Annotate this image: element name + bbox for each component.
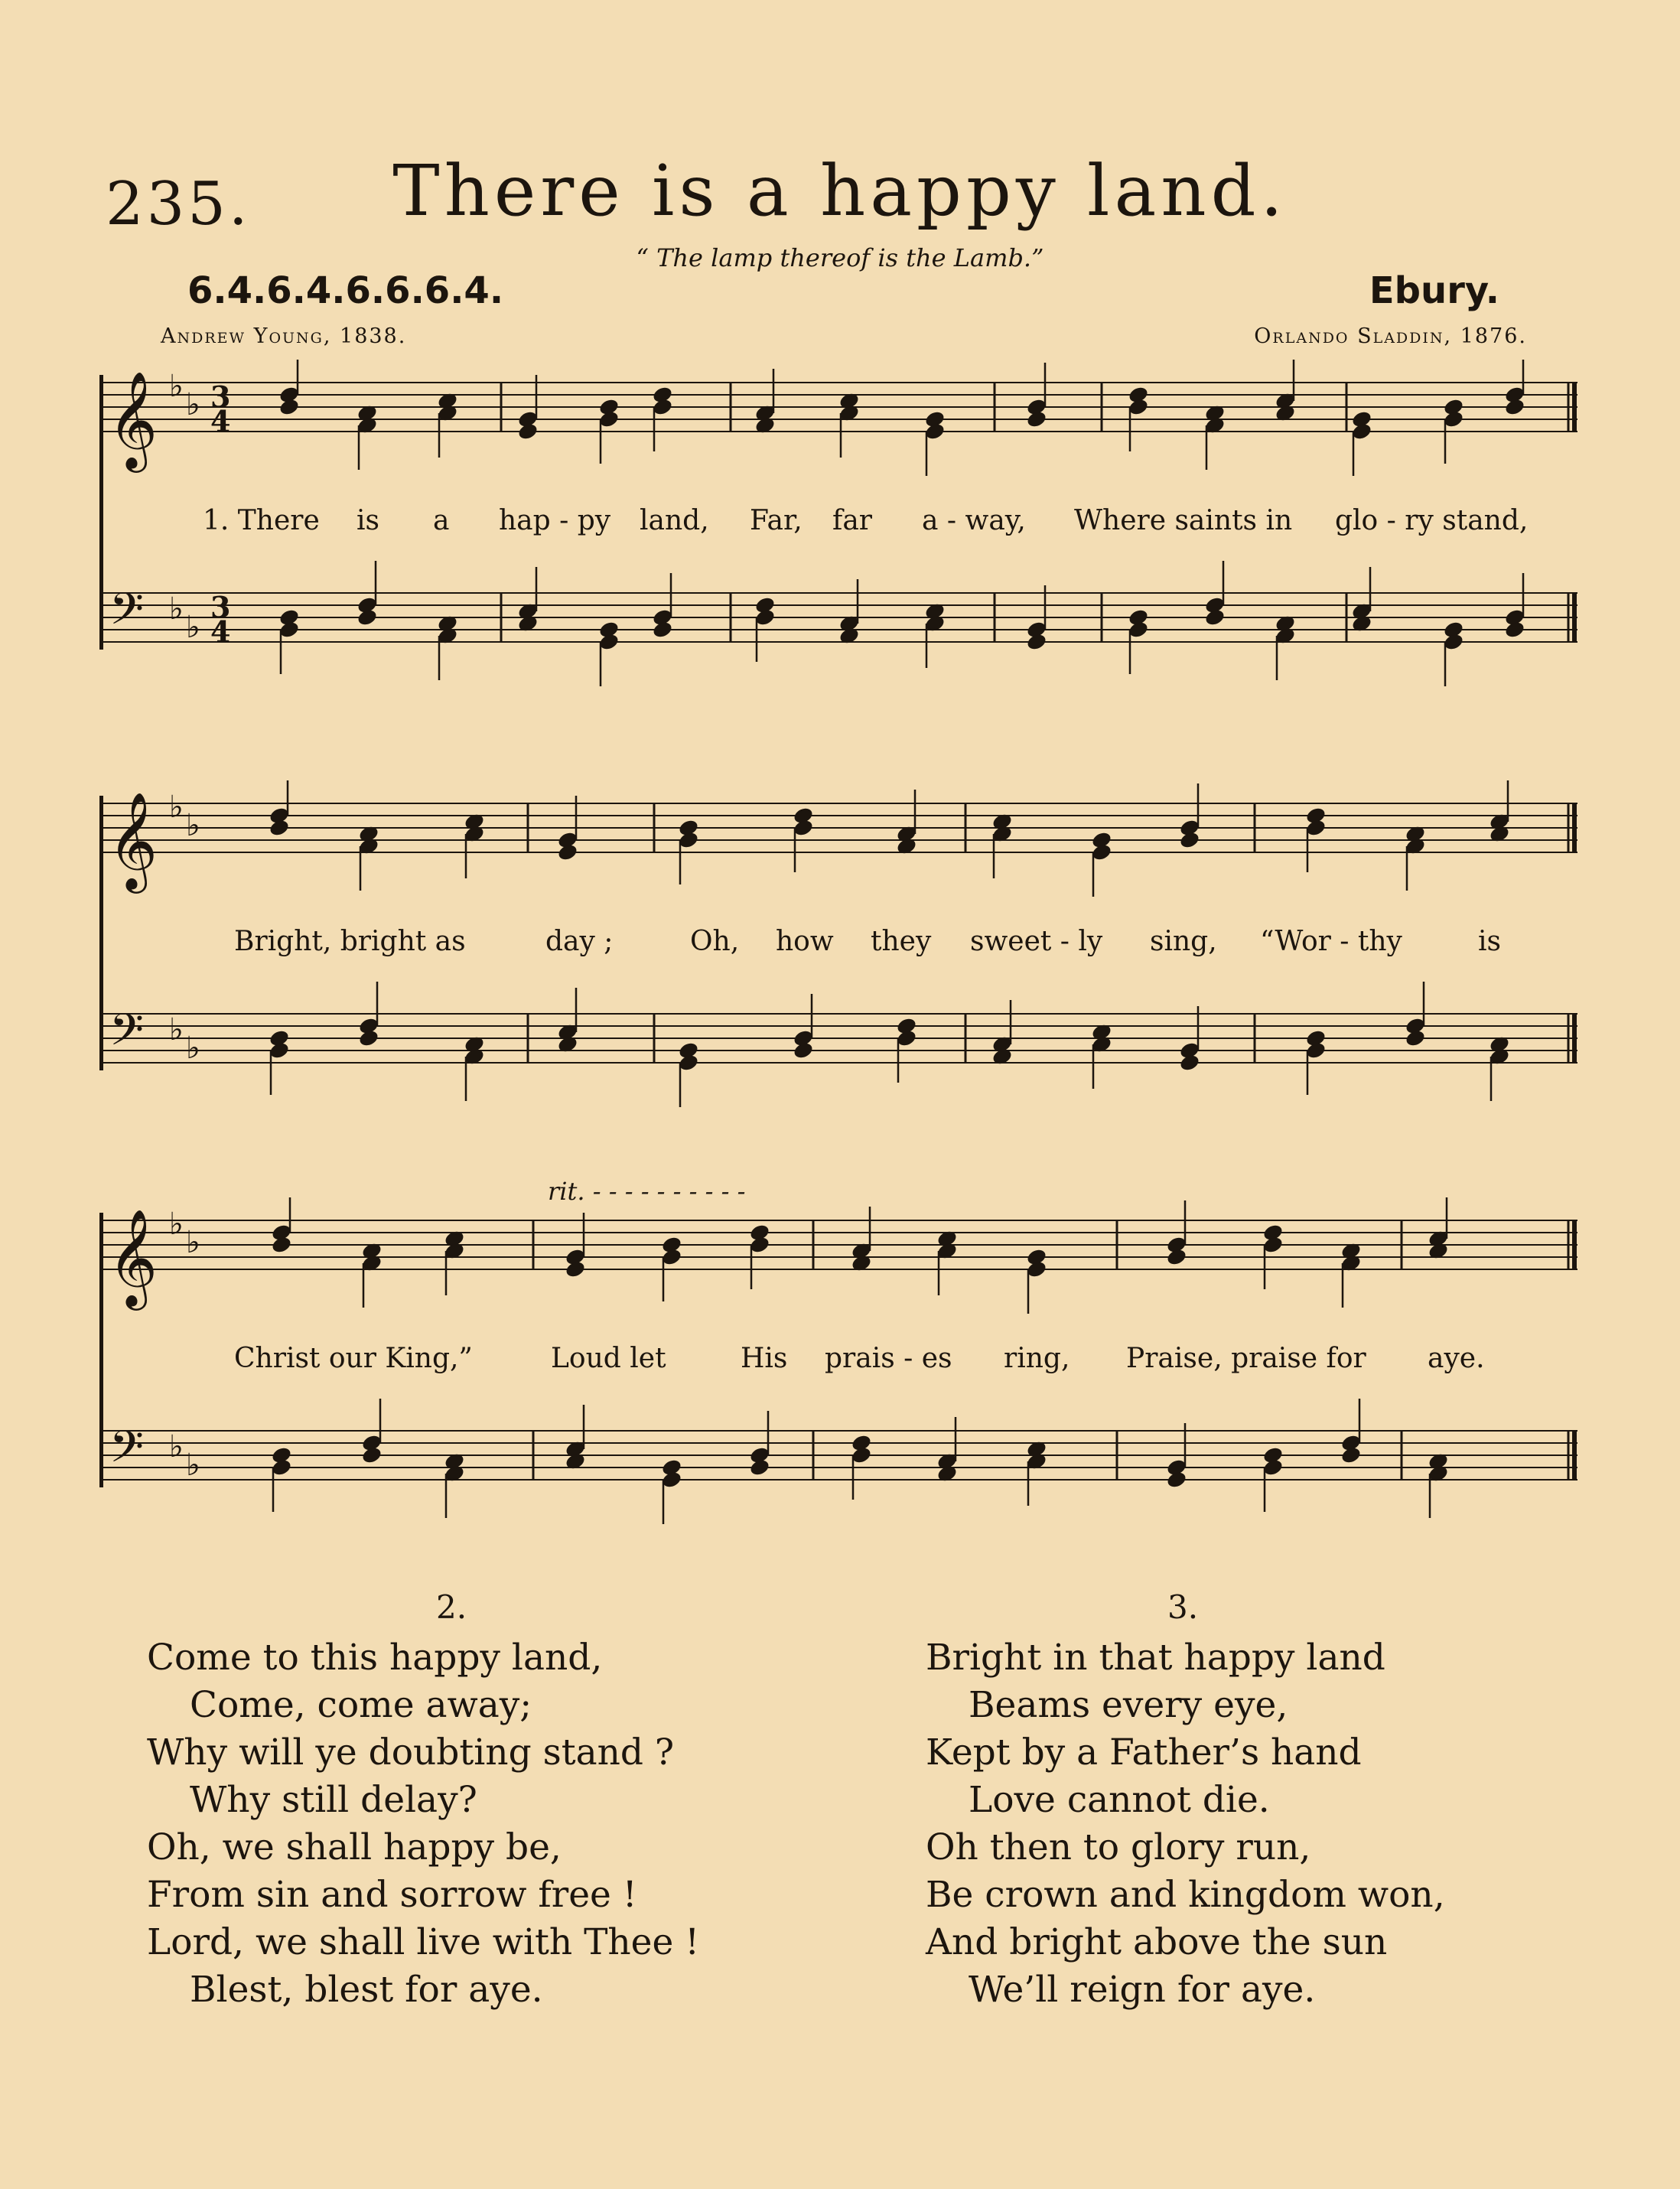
ritardando-marking: rit. - - - - - - - - - -: [548, 1177, 746, 1206]
meter: 6.4.6.4.6.6.6.4.: [187, 269, 504, 312]
time-signature-bottom: 4: [210, 614, 231, 649]
verse-line: We’ll reign for aye.: [969, 1969, 1316, 2011]
music-system-1: [0, 360, 1680, 689]
bass-staff: [103, 1399, 1577, 1524]
lyric-syllable: a: [433, 505, 450, 536]
verse-line: And bright above the sun: [926, 1921, 1388, 1963]
lyric-syllable: Oh,: [690, 926, 740, 957]
score-svg: [0, 780, 1680, 1109]
epigraph: “ The lamp thereof is the Lamb.”: [636, 243, 1044, 272]
tune-name: Ebury.: [1369, 269, 1499, 312]
lyric-syllable: Christ our King,”: [234, 1343, 473, 1374]
verse-line: Oh then to glory run,: [926, 1826, 1311, 1868]
lyric-syllable: they: [871, 926, 932, 957]
music-system-2: [0, 780, 1680, 1109]
lyric-syllable: ring,: [1004, 1343, 1070, 1374]
verse-line: Oh, we shall happy be,: [147, 1826, 562, 1868]
lyric-syllable: “Wor - thy: [1260, 926, 1402, 957]
system-bracket: [99, 796, 103, 1070]
lyric-syllable: hap - py: [499, 505, 611, 536]
verse-line: Blest, blest for aye.: [190, 1969, 543, 2011]
verse-line: Why still delay?: [190, 1779, 477, 1821]
score-svg: [0, 1197, 1680, 1526]
lyric-syllable: sweet - ly: [970, 926, 1103, 957]
lyric-syllable: a - way,: [922, 505, 1026, 536]
verse-number: 2.: [436, 1588, 467, 1626]
flat-sign: ♭: [169, 1429, 184, 1464]
flat-sign: ♭: [169, 1012, 184, 1047]
treble-staff: [103, 780, 1577, 897]
flat-sign: ♭: [186, 387, 200, 422]
flat-sign: ♭: [186, 1031, 200, 1066]
author-credit: Andrew Young, 1838.: [161, 324, 407, 348]
time-signature-top: 3: [210, 379, 231, 414]
bass-staff: [103, 982, 1577, 1107]
treble-staff: [103, 360, 1577, 476]
verse-line: Beams every eye,: [969, 1684, 1288, 1726]
lyric-syllable: Loud let: [551, 1343, 666, 1374]
music-system-3: [0, 1197, 1680, 1526]
treble-clef-icon: 𝄞: [108, 1208, 158, 1306]
verse-line: Bright in that happy land: [926, 1637, 1385, 1679]
flat-sign: ♭: [169, 1207, 184, 1242]
bass-clef-icon: 𝄢: [109, 1421, 145, 1484]
lyric-syllable: Bright, bright as: [234, 926, 466, 957]
lyric-syllable: aye.: [1428, 1343, 1485, 1374]
verse-line: Come, come away;: [190, 1684, 532, 1726]
verse-number: 3.: [1167, 1588, 1199, 1626]
lyric-syllable: prais - es: [825, 1343, 952, 1374]
system-bracket: [99, 375, 103, 650]
flat-sign: ♭: [186, 610, 200, 645]
lyric-syllable: far: [832, 505, 872, 536]
treble-staff: [103, 1197, 1577, 1314]
verse-2: [147, 1634, 699, 2014]
verse-line: Be crown and kingdom won,: [926, 1874, 1445, 1916]
lyric-syllable: land,: [640, 505, 709, 536]
lyric-syllable: Where saints in: [1074, 505, 1293, 536]
flat-sign: ♭: [186, 1448, 200, 1483]
time-signature-bottom: 4: [210, 404, 231, 438]
flat-sign: ♭: [186, 1225, 200, 1260]
lyric-syllable: day ;: [545, 926, 614, 957]
lyric-syllable: Praise, praise for: [1126, 1343, 1366, 1374]
verse-line: Why will ye doubting stand ?: [147, 1731, 675, 1774]
verse-line: From sin and sorrow free !: [147, 1874, 637, 1916]
flat-sign: ♭: [169, 790, 184, 825]
lyric-syllable: 1. There: [203, 505, 320, 536]
verse-line: Kept by a Father’s hand: [926, 1731, 1362, 1774]
lyric-syllable: is: [1478, 926, 1501, 957]
treble-clef-icon: 𝄞: [108, 791, 158, 889]
verse-line: Love cannot die.: [969, 1779, 1270, 1821]
lyric-syllable: Far,: [750, 505, 803, 536]
lyric-syllable: is: [357, 505, 379, 536]
flat-sign: ♭: [169, 591, 184, 627]
bass-clef-icon: 𝄢: [109, 1004, 145, 1067]
verse-line: Come to this happy land,: [147, 1637, 603, 1679]
lyric-syllable: sing,: [1150, 926, 1217, 957]
lyric-syllable: glo - ry stand,: [1335, 505, 1529, 536]
verse-line: Lord, we shall live with Thee !: [147, 1921, 700, 1963]
lyric-syllable: how: [776, 926, 834, 957]
lyric-syllable: His: [741, 1343, 788, 1374]
hymn-number: 235.: [106, 170, 251, 239]
verse-3: [926, 1634, 1445, 2014]
flat-sign: ♭: [186, 808, 200, 843]
treble-clef-icon: 𝄞: [108, 370, 158, 468]
bass-clef-icon: 𝄢: [109, 583, 145, 646]
time-signature-top: 3: [210, 590, 231, 624]
score-svg: [0, 360, 1680, 689]
flat-sign: ♭: [169, 369, 184, 404]
hymn-title: There is a happy land.: [392, 150, 1288, 232]
system-bracket: [99, 1213, 103, 1487]
composer-credit: Orlando Sladdin, 1876.: [1254, 324, 1527, 348]
bass-staff: [103, 561, 1577, 686]
